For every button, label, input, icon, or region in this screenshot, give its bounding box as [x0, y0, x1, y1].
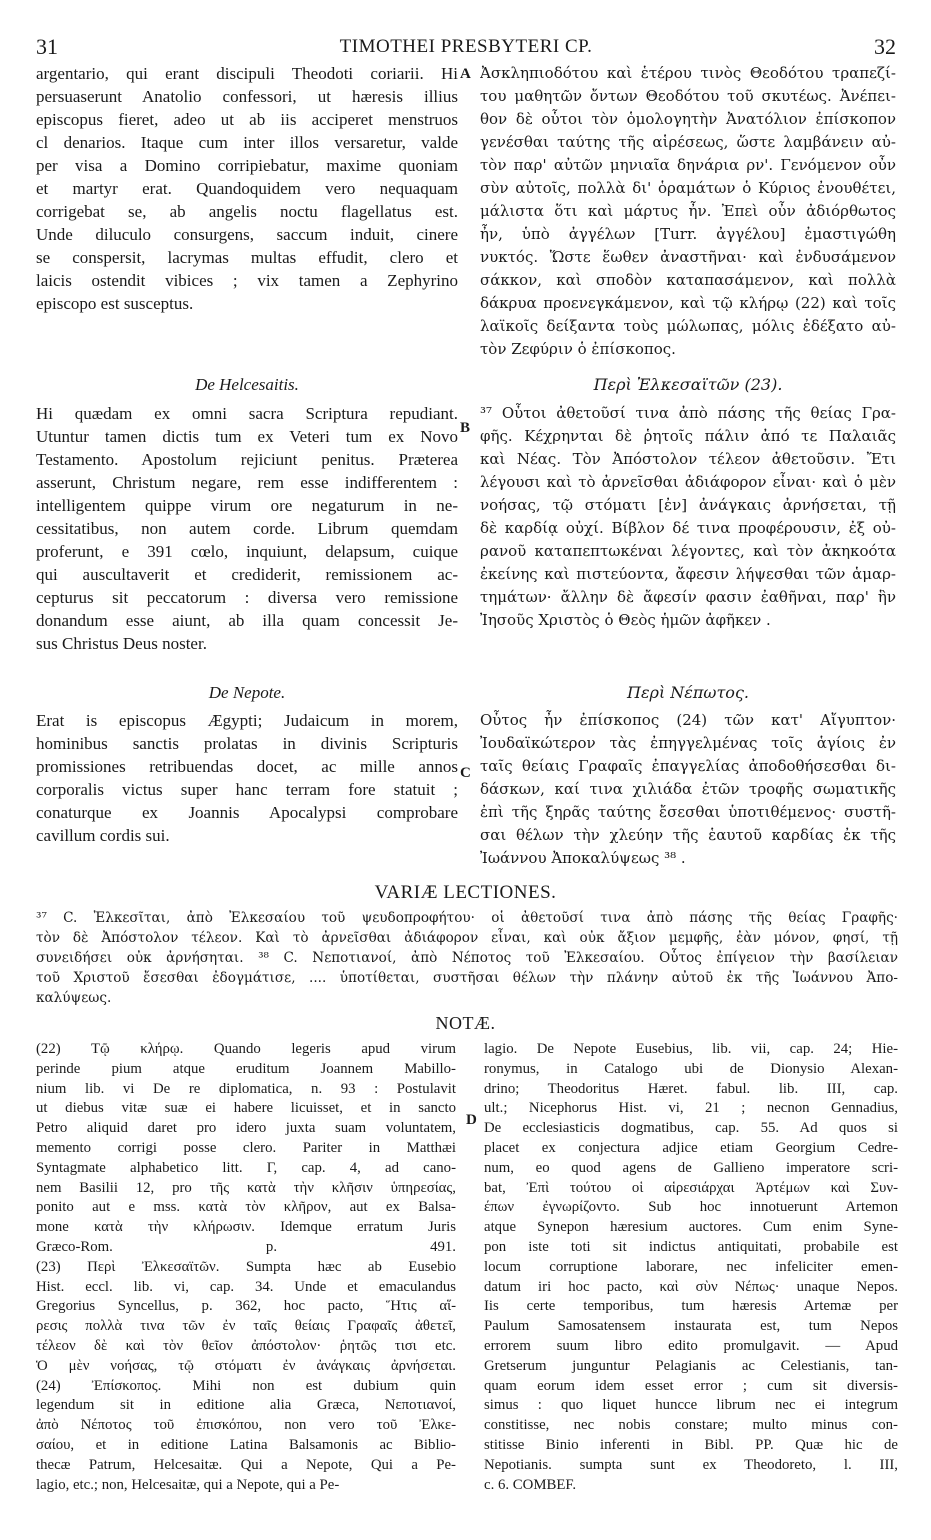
latin-text-line: laicis ostendit vibices ; vix tamen a Zephyrino: [36, 271, 458, 290]
latin-text-line: cl denarios. Itaque cum inter illos versaretur, valde: [36, 133, 458, 152]
margin-marker-c: C: [460, 765, 471, 781]
note-line: Paulum Samosatensem instaurata est, tum Nepos: [484, 1318, 898, 1335]
note-line: (23) Περὶ Ἐλκεσαϊτῶν. Sumpta hæc ab Eusebio: [36, 1258, 456, 1275]
note-line: simus : quo liquet huncce librum nec ei integrum: [484, 1397, 898, 1414]
latin-heading-helcesaitis: De Helcesaitis.: [195, 375, 299, 394]
latin-text-line: sus Christus Deus noster.: [36, 634, 207, 653]
note-line: errorem suum libro edito promulgavit. — Apud: [484, 1337, 898, 1354]
note-line: c. 6. COMBEF.: [484, 1476, 577, 1493]
note-line: lagio, etc.; non, Helcesaitæ, qui a Nepote, qui a Pe-: [36, 1476, 340, 1493]
variae-line: τὸν δὲ Ἀπόστολον τέλεον. Καὶ τὸ ἀρνεῖσθαι ἀδιάφορον εἶναι, καὶ οὐκ ἄξιον μεμφῆς, ἐὰν μόνον, φησί, τῇ: [36, 930, 898, 946]
note-line: Iis certe temporibus, tum hæresis Artemæ per: [484, 1298, 898, 1315]
note-line: έπων ἐγνωρίζοντο. Sub hoc innotuerunt Artemon: [484, 1199, 898, 1216]
greek-text-line: ἐκείνης καὶ πιστεύοντα, ἄφεσιν λήψεσθαι τῶν ἁμαρ-: [480, 565, 896, 583]
note-line: Gretserum junguntur Pelagianis ac Celestianis, tan-: [484, 1357, 898, 1374]
page-header: [36, 34, 896, 60]
note-line: pon iste toti sit indictus antiquitati, probabile est: [484, 1238, 898, 1255]
greek-heading-nepote: Περὶ Νέπωτος.: [627, 683, 749, 702]
greek-text-line: δάκρυα προενεγκάμενον, καὶ τῷ κλήρῳ (22) καὶ τοῖς: [480, 294, 896, 312]
note-line: nem Basilii 12, pro τῆς κατὰ τὴν κλῆσιν ὑπηρεσίας,: [36, 1179, 456, 1196]
latin-text-line: hominibus sanctis prolatas in divinis Scripturis: [36, 734, 458, 753]
note-line: placet ex conjectura adjice etiam Georgium Cedre-: [484, 1139, 898, 1156]
greek-text-line: σὺν αὐτοῖς, πολλὰ δι' ὁραμάτων ὁ Κύριος ἐνουθέτει,: [480, 179, 896, 197]
greek-text-line: Ἰησοῦς Χριστὸς ὁ Θεὸς ἡμῶν ἀφῆκεν .: [480, 611, 771, 629]
note-line: ρεσις πολλὰ τινα τῶν ἐν ταῖς θείαις Γραφαῖς ἀθετεῖ,: [36, 1318, 456, 1335]
note-line: ronymus, in Catalogo ubi de Dionysio Alexan-: [484, 1060, 898, 1077]
greek-text-line: νυκτός. Ὥστε ἕωθεν ἀναστῆναι· καὶ ἐνδυσάμενον: [480, 248, 896, 266]
greek-text-line: ρανοῦ καταπεπτωκέναι λέγοντες, καὶ τὸν ἀκηκοότα: [480, 542, 896, 560]
latin-text-line: cessitatibus, non autem corde. Librum quemdam: [36, 519, 458, 538]
note-line: ult.; Nicephorus Hist. vi, 21 ; necnon Gennadius,: [484, 1100, 898, 1117]
note-line: (22) Τῷ κλήρῳ. Quando legeris apud virum: [36, 1041, 456, 1057]
latin-text-line: Testamento. Apostolum rejiciunt penitus. Præterea: [36, 450, 458, 469]
latin-text-line: asserunt, Christum negare, rem esse indifferentem :: [36, 473, 458, 492]
note-line: drino; Theodoritus Hæret. fabul. lib. III, cap.: [484, 1080, 898, 1097]
greek-heading-helcesaitis: Περὶ Ἐλκεσαϊτῶν (23).: [593, 375, 783, 394]
notes-left-column: [36, 1040, 456, 1495]
greek-text-line: του μαθητῶν ὄντων Θεοδότου τοῦ σκυτέως. Ἀνέπει-: [480, 87, 896, 105]
latin-text-line: corporalis victus super hanc terram fore statuit ;: [36, 780, 458, 799]
note-line: perinde pium atque eruditum Joannem Mabillo-: [36, 1060, 456, 1077]
variae-line: τοῦ Χριστοῦ ἔσεσθαι ἐδογμάτισε, .... ὑποτίθεται, συστῆσαι θέλων τὴν πλάνην αὐτοῦ ἐκ τῆς Ἰωάννου Ἀπο-: [36, 970, 898, 986]
note-line: atque Synepon hæresium auctores. Cum enim Syne-: [484, 1219, 898, 1236]
greek-text-line: νοήσας, τῷ στόματι [ἐν] ἀνάγκαις ἀρνήσεται, τῇ: [480, 496, 896, 514]
page-number-left: 31: [36, 34, 58, 59]
latin-section-helcesaitis: [36, 402, 458, 655]
greek-text-line: Ἰωάννου Ἀποκαλύψεως ³⁸ .: [480, 849, 686, 867]
latin-text-line: Erat is episcopus Ægypti; Judaicum in morem,: [36, 711, 458, 730]
margin-marker-a: A: [460, 66, 471, 82]
latin-text-line: Unde diluculo consurgens, saccum induit, cinere: [36, 225, 458, 244]
variae-line: καλύψεως.: [36, 990, 112, 1006]
latin-text-line: se conspersit, lacrymas multas effudit, clero et: [36, 248, 458, 267]
page-number-right: 32: [874, 34, 896, 59]
greek-text-line: ³⁷ Οὗτοι ἀθετοῦσί τινα ἀπὸ πάσης τῆς θείας Γρα-: [480, 404, 896, 422]
greek-section-anonymous: [480, 62, 896, 361]
note-line: De ecclesiasticis dogmatibus, cap. 55. Ad quos si: [484, 1120, 898, 1137]
greek-text-line: γενέσθαι ταύτης τῆς αἱρέσεως, ὥστε λαμβάνειν αὐ-: [480, 133, 896, 151]
note-line: mone κατὰ τὴν κλήρωσιν. Idemque erratum Juris: [36, 1219, 456, 1236]
note-line: (24) Ἐπίσκοπος. Mihi non est dubium quin: [36, 1377, 456, 1394]
latin-text-line: persuaserunt Anatolio confessori, ut hæresis illius: [36, 87, 458, 106]
greek-text-line: Οὗτος ἦν ἐπίσκοπος (24) τῶν κατ' Αἴγυπτον·: [480, 711, 896, 729]
running-title: TIMOTHEI PRESBYTERI CP.: [339, 36, 593, 57]
greek-text-line: δάσκων, καί τινα χιλιάδα ἐτῶν τροφῆς σωματικῆς: [480, 780, 896, 798]
margin-marker-d: D: [466, 1112, 477, 1128]
variae-lectiones: [36, 908, 898, 1008]
greek-text-line: σάκκον, καὶ σποδὸν καταπασάμενον, καὶ πολλὰ: [480, 271, 896, 289]
notes-right-column: [484, 1040, 898, 1495]
latin-section-anonymous: [36, 62, 458, 315]
greek-section-helcesaitis: [480, 402, 896, 632]
note-line: lagio. De Nepote Eusebius, lib. vii, cap. 24; Hie-: [484, 1041, 898, 1057]
greek-text-line: σαι θέλων τὴν χλεύην τῆς ἑαυτοῦ καρδίας ἐκ τῆς: [480, 826, 896, 844]
notae-title: NOTÆ.: [435, 1013, 496, 1033]
note-line: stitisse Binio inferenti in Bibl. PP. Quæ hic de: [484, 1436, 898, 1453]
note-line: legendum sit in editione alia Græca, Νεποτιανοί,: [36, 1397, 456, 1414]
greek-text-line: ἦν, ὑπὸ ἀγγέλων [Turr. ἀγγέλου] ἐμαστιγώθη: [480, 225, 896, 243]
latin-text-line: proferunt, e 391 cœlo, inquiunt, delapsum, cuique: [36, 542, 458, 561]
latin-text-line: conaturque ex Joannis Apocalypsi comprobare: [36, 803, 458, 822]
note-line: ἀπὸ Νέποτος τοῦ ἐπισκόπου, non vero τοῦ Ἐλκε-: [36, 1417, 456, 1434]
note-line: Nepotianis. sumpta sunt ex Theodoreto, l. III,: [484, 1456, 898, 1473]
greek-text-line: τὸν Ζεφύριν ὁ ἐπίσκοπος.: [480, 340, 676, 358]
note-line: Petro aliquid daret pro idero juxta suam voluntatem,: [36, 1120, 456, 1137]
greek-text-line: ἐπὶ τῆς ξηρᾶς ταύτης ἔσεσθαι ὑποτιθέμενος· συστῆ-: [480, 803, 896, 821]
latin-heading-nepote: De Nepote.: [208, 683, 286, 702]
greek-text-line: λαϊκοῖς δείξαντα τοὺς μώλωπας, μόλις ἐδέξατο αὐ-: [480, 317, 896, 335]
note-line: quam eorum idem esset error ; cum sit diversis-: [484, 1377, 898, 1394]
variae-lectiones-title: VARIÆ LECTIONES.: [374, 882, 557, 903]
variae-line: ³⁷ C. Ἐλκεσῖται, ἀπὸ Ἐλκεσαίου τοῦ ψευδοπροφήτου· οἱ ἀθετοῦσί τινα ἀπὸ πάσης τῆς θείας Γραφῆς·: [36, 910, 898, 926]
greek-text-line: Ἀσκληπιοδότου καὶ ἑτέρου τινὸς Θεοδότου τραπεζί-: [480, 64, 896, 82]
note-line: thecæ Patrum, Helcesaitæ. Qui a Nepote, Qui a Pe-: [36, 1456, 456, 1473]
greek-text-line: ταῖς θείαις Γραφαῖς ἐπαγγελίας ἀποδοθήσεσθαι δι-: [480, 757, 896, 775]
note-line: Ὁ μὲν νοήσας, τῷ στόματι ἐν ἀνάγκαις ἀρνήσεται.: [36, 1357, 456, 1374]
latin-text-line: qui auscultaverit et crediderit, remissionem ac-: [36, 565, 458, 584]
latin-text-line: cepturus sit peccatorum : diversa vero remissione: [36, 588, 458, 607]
greek-text-line: φῆς. Κέχρηνται δὲ ῥητοῖς πάλιν ἀπό τε Παλαιᾶς: [480, 427, 896, 445]
greek-section-nepote: [480, 709, 896, 870]
greek-text-line: τημάτων· ἄλλην δὲ ἄφεσίν φασιν ἐαθῆναι, παρ' ἣν: [480, 588, 896, 606]
latin-text-line: episcopo est susceptus.: [36, 294, 194, 313]
note-line: num, eo quod agens de Gallieno imperatore scri-: [484, 1159, 898, 1176]
note-line: Hist. eccl. lib. vi, cap. 34. Unde et emaculandus: [36, 1278, 456, 1295]
latin-section-nepote: [36, 709, 458, 847]
greek-text-line: δὲ καρδίᾳ οὐχί. Βίβλον δέ τινα προφέρουσιν, ἐξ οὐ-: [480, 519, 896, 537]
latin-text-line: Utuntur tamen dictis tum ex Veteri tum ex Novo: [36, 427, 458, 446]
note-line: ponito aut e mss. κατὰ τὸν κλῆρον, aut ex Balsa-: [36, 1199, 456, 1216]
note-line: Gregorius Syncellus, p. 362, hoc pacto, Ἥτις αἵ-: [36, 1298, 456, 1315]
greek-text-line: θον δὲ οὗτοι τὸν ὁμολογητὴν Ἀνατόλιον ἐπίσκοπον: [480, 110, 896, 128]
note-line: ut diebus vitæ suæ ei habere licuisset, et in sancto: [36, 1100, 456, 1117]
note-line: Græco-Rom. p. 491.: [36, 1238, 456, 1255]
margin-marker-b: B: [460, 420, 471, 436]
latin-text-line: episcopus fieret, adeo ut ab iis acciperet menstruos: [36, 110, 458, 129]
greek-text-line: λέγουσι καὶ τὸ ἀρνεῖσθαι ἀδιάφορον εἶναι· καὶ ὁ μὲν: [480, 473, 896, 491]
note-line: nium lib. vi De re diplomatica, n. 93 : Postulavit: [36, 1080, 456, 1097]
latin-text-line: cavillum cordis sui.: [36, 826, 170, 845]
latin-text-line: et martyr erat. Quandoquidem vero nequaquam: [36, 179, 458, 198]
latin-text-line: Hi quædam ex omni sacra Scriptura repudiant.: [36, 404, 458, 423]
latin-text-line: argentario, qui erant discipuli Theodoti coriarii. Hi: [36, 64, 458, 83]
greek-text-line: καὶ Νέας. Τὸν Ἀπόστολον τέλεον ἀθετοῦσιν. Ἔτι: [480, 450, 896, 468]
note-line: constitisse, nec nobis constare; multo minus con-: [484, 1417, 898, 1434]
greek-text-line: μάλιστα ὅτι καὶ μάρτυς ἦν. Ἐπεὶ οὖν ἀδιόρθωτος: [480, 202, 896, 220]
greek-text-line: Ἰουδαϊκώτερον τὰς ἐπηγγελμένας τοῖς ἁγίοις ἐν: [480, 734, 896, 752]
note-line: σαίου, et in editione Latina Balsamonis ac Biblio-: [36, 1436, 456, 1453]
latin-text-line: intelligentem quippe virum ore negaturum in ne-: [36, 496, 458, 515]
note-line: Syntagmate alphabetico litt. Γ, cap. 4, ad cano-: [36, 1159, 456, 1176]
note-line: locum corruptione laborare, nec infeliciter emen-: [484, 1258, 898, 1275]
note-line: datum iri hoc pacto, καὶ σὺν Νέπως· unaque Nepos.: [484, 1278, 898, 1295]
latin-text-line: corrigebat se, ab angelis noctu flagellatus est.: [36, 202, 458, 221]
latin-text-line: per visa a Domino corripiebatur, maxime quoniam: [36, 156, 458, 175]
note-line: bat, Ἐπὶ τούτου οἱ αἱρεσιάρχαι Ἀρτέμων καὶ Συν-: [484, 1179, 898, 1196]
note-line: τέλεον δὲ καὶ τὸν θεῖον ἀπόστολον· ῥητῶς τισι etc.: [36, 1337, 456, 1354]
greek-text-line: τὸν παρ' αὐτῶν μηνιαῖα δηνάρια ρν'. Γενόμενον οὖν: [480, 156, 896, 174]
note-line: memento corrigi posse clero. Pariter in Matthæi: [36, 1139, 456, 1156]
latin-text-line: promissiones retribuendas docet, ac mille annos: [36, 757, 458, 776]
latin-text-line: donandum esse aiunt, ab illa quam concessit Je-: [36, 611, 458, 630]
variae-line: συνειδήσει οὐκ ἀρνήσηται. ³⁸ C. Νεποτιανοί, ἀπὸ Νέποτος τοῦ Ἐλκεσαίου. Οὗτος ἐπίγειον τὴν βασίλειαν: [36, 950, 898, 966]
